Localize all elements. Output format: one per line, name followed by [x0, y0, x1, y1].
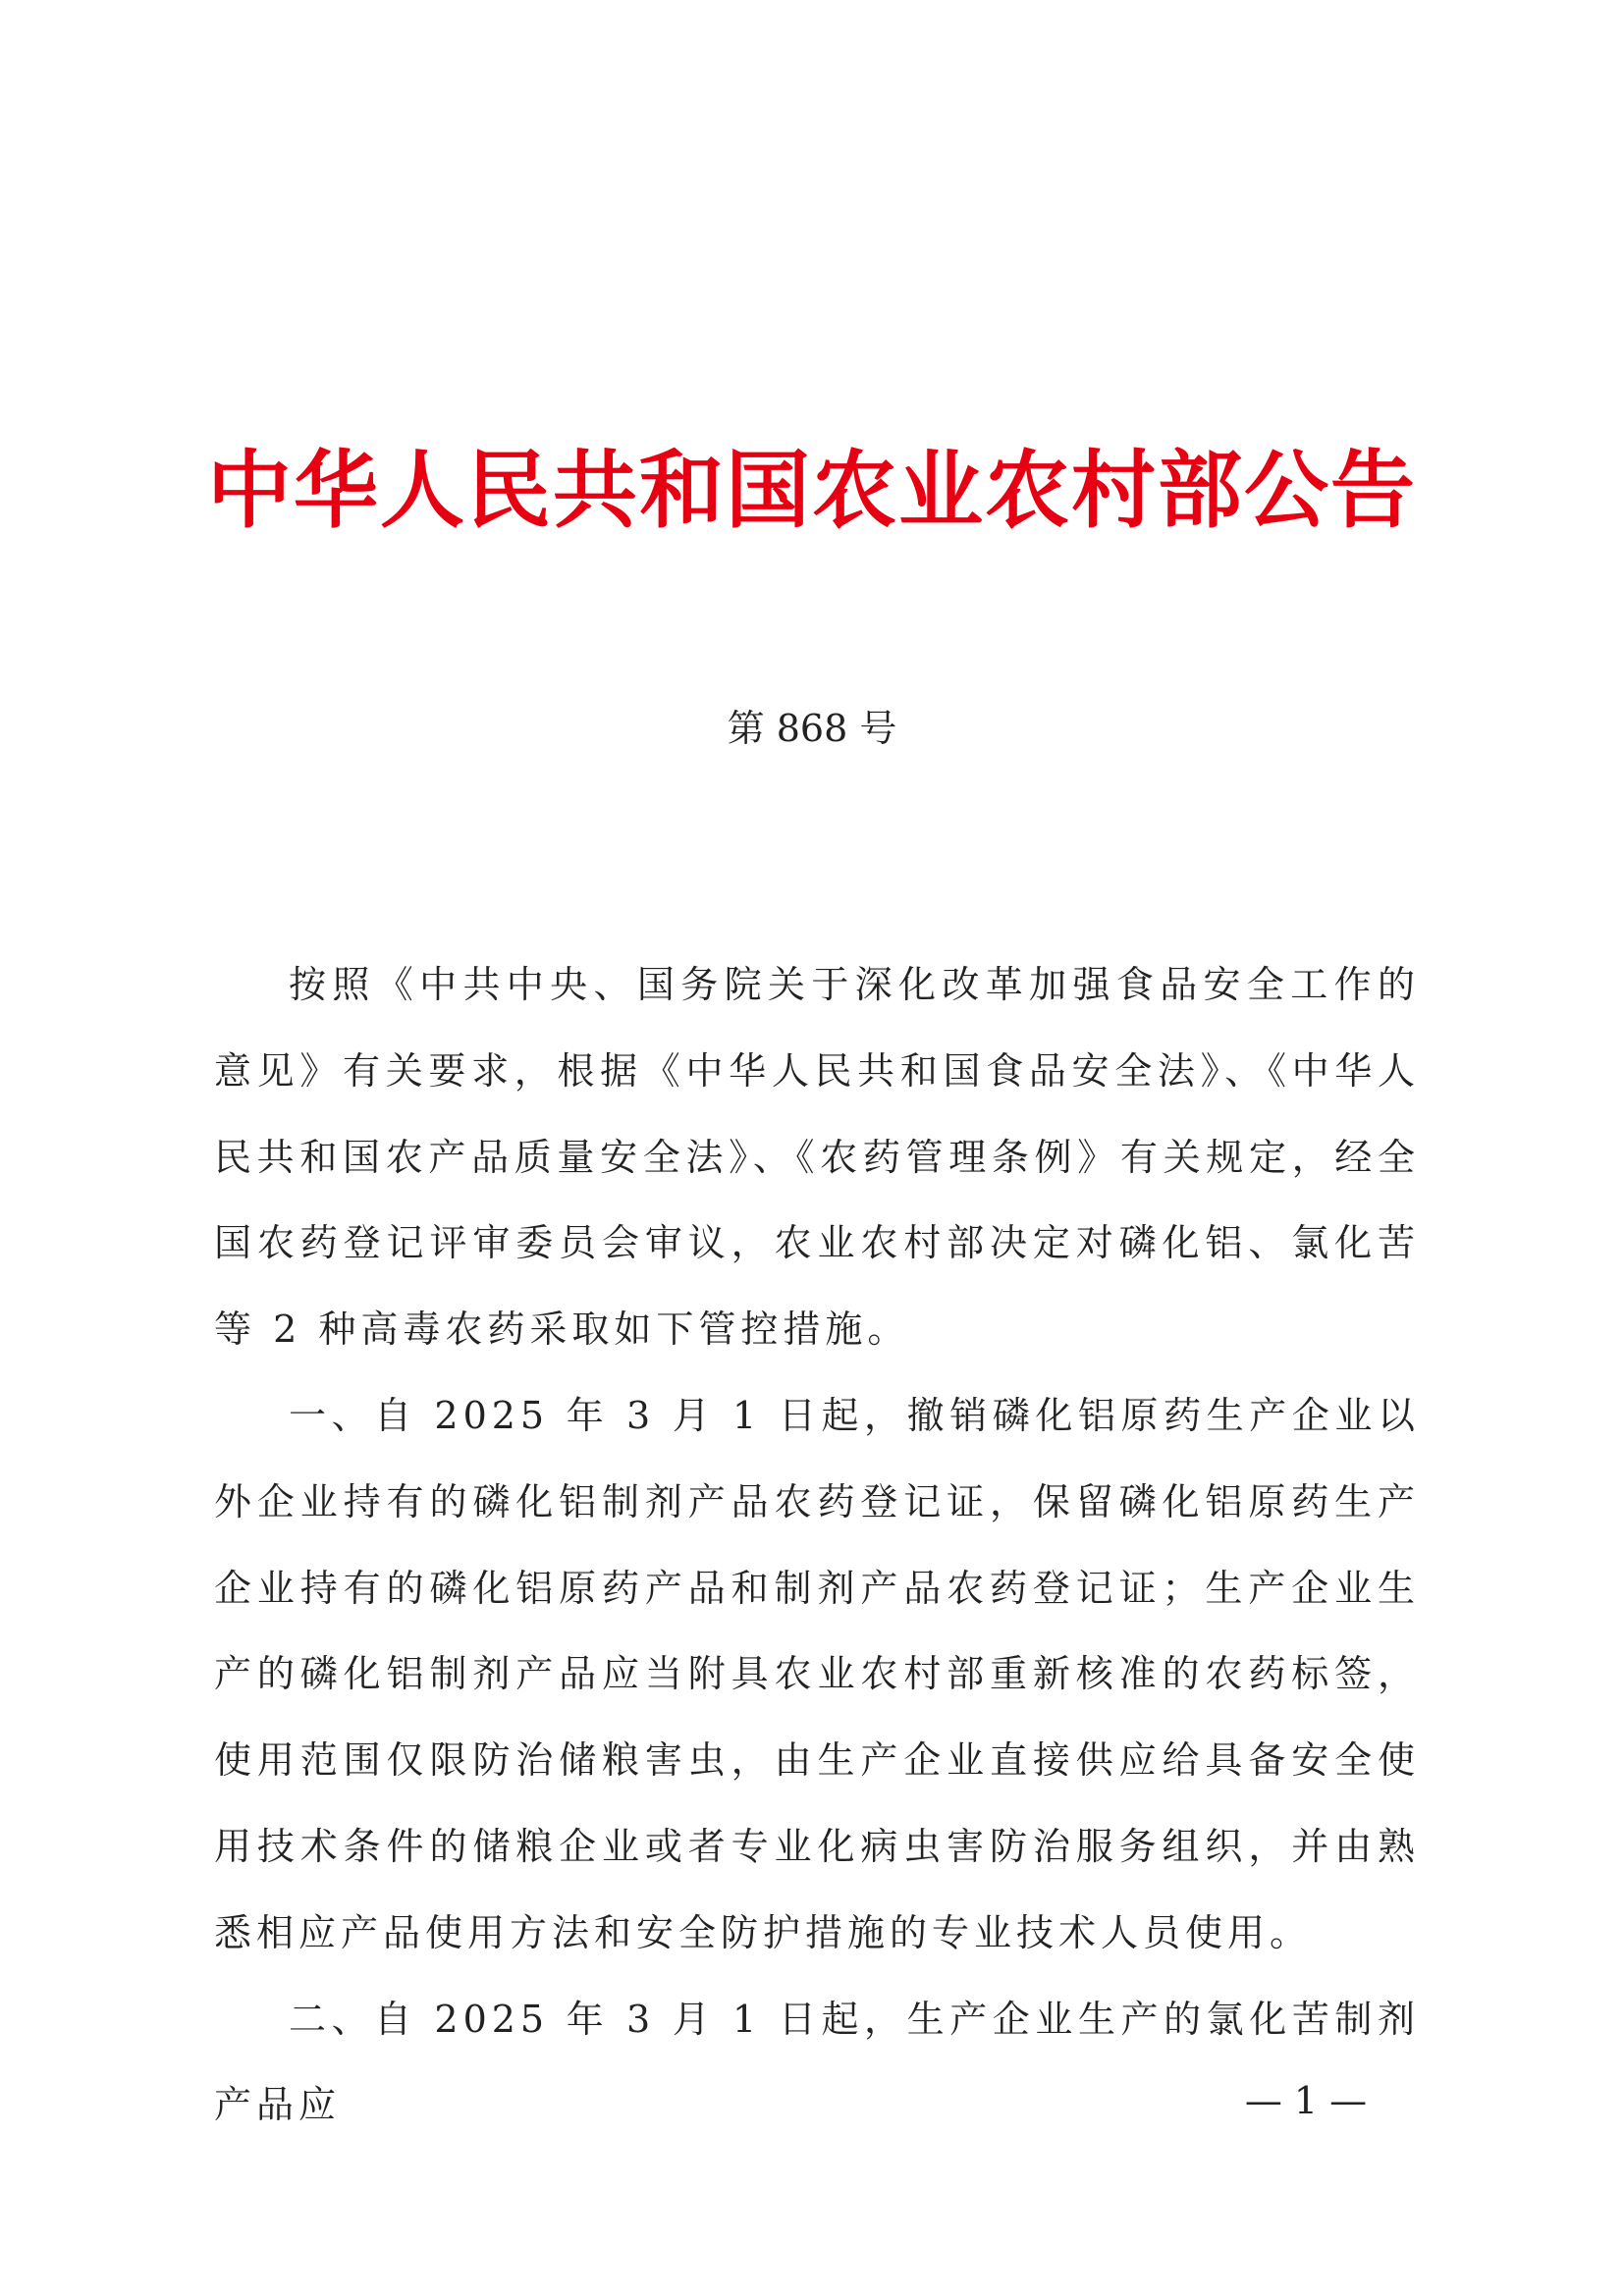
- body-paragraph-item-2: 二、自 2025 年 3 月 1 日起，生产企业生产的氯化苦制剂产品应: [214, 1997, 1420, 2127]
- page-number: — 1 —: [1244, 2079, 1368, 2122]
- body-paragraph-intro: 按照《中共中央、国务院关于深化改革加强食品安全工作的意见》有关要求，根据《中华人民共和国食品安全法》、《中华人民共和国农产品质量安全法》、《农药管理条例》有关规定，经全国农药登记评审委员会审议，农业农村部决定对磷化铝、氯化苦等 2 种高毒农药采取如下管控措施。: [214, 963, 1420, 1352]
- document-title: 中华人民共和国农业农村部公告: [207, 441, 1417, 540]
- document-number: 第 868 号: [727, 707, 897, 750]
- body-paragraph-item-1: 一、自 2025 年 3 月 1 日起，撤销磷化铝原药生产企业以外企业持有的磷化铝制剂产品农药登记证，保留磷化铝原药生产企业持有的磷化铝原药产品和制剂产品农药登记证；生产企业生产的磷化铝制剂产品应当附具农业农村部重新核准的农药标签，使用范围仅限防治储粮害虫，由生产企业直接供应给具备安全使用技术条件的储粮企业或者专业化病虫害防治服务组织，并由熟悉相应产品使用方法和安全防护措施的专业技术人员使用。: [214, 1393, 1420, 1954]
- document-body: [214, 942, 1420, 2149]
